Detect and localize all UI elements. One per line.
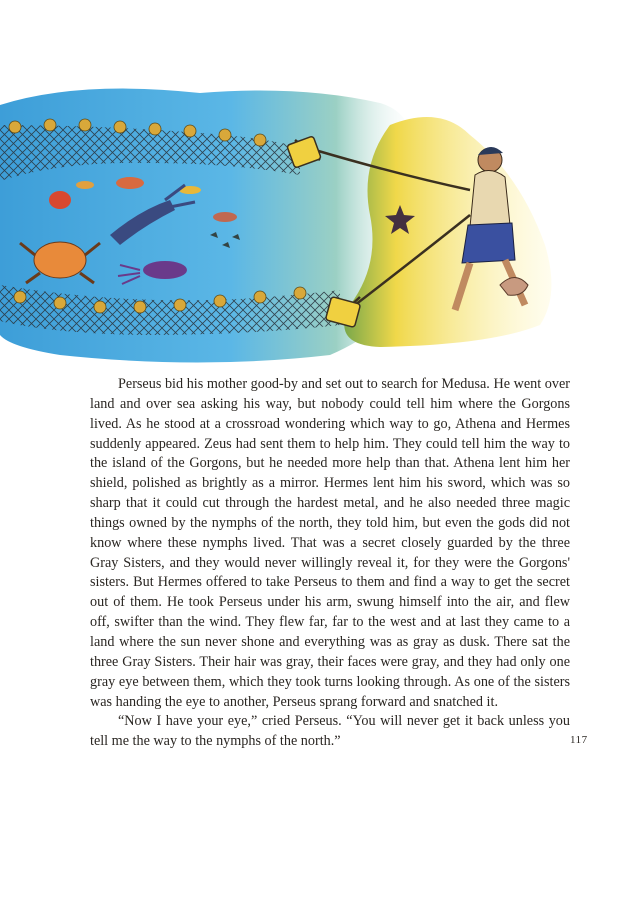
illustration-fisherman-net bbox=[0, 85, 560, 370]
page-number: 117 bbox=[570, 734, 588, 746]
story-text bbox=[90, 375, 570, 752]
illustration-drawing bbox=[0, 85, 560, 370]
paragraph-2: “Now I have your eye,” cried Perseus. “You will never get it back unless you tell me the way to the nymphs of the north.” bbox=[90, 713, 570, 750]
paragraph-1: Perseus bid his mother good-by and set out to search for Medusa. He went over land and over sea asking his way, but nobody could tell him where the Gorgons lived. As he stood at a crossroad wondering which way to go, Athena and Hermes suddenly appeared. Zeus had sent them to help him. They could tell him the way to the island of the Gorgons, but he needed more help than that. Athena lent him her shield, polished as brightly as a mirror. Hermes lent him his sword, which was so sharp that it could cut through the hardest metal, and he also needed three magic things owned by the nymphs of the north, they told him, but even the gods did not know where these nymphs lived. That was a secret closely guarded by the three Gray Sisters, and they would never willingly reveal it, for they were the Gorgons' sisters. But Hermes offered to take Perseus to them and find a way to get the secret out of them. He took Perseus under his arm, swung himself into the air, and flew off, swifter than the wind. They flew far, far to the west and at last they came to a land where the sun never shone and everything was as gray as dusk. There sat the three Gray Sisters. Their hair was gray, their faces were gray, and they had only one gray eye between them, which they took turns looking through. As one of the sisters was handing the eye to another, Perseus sprang forward and snatched it. bbox=[90, 376, 570, 710]
